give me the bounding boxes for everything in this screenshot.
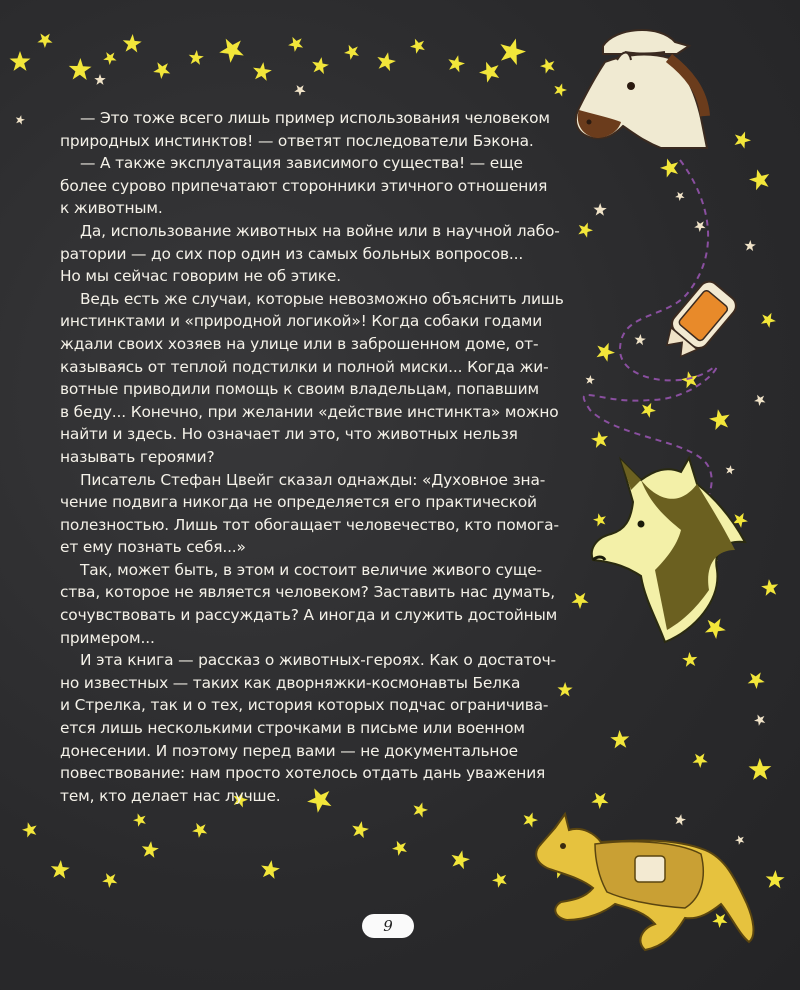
text-line: Но мы сейчас говорим не об этике. xyxy=(60,267,341,286)
text-line: найти и здесь. Но означает ли это, что животных нельзя xyxy=(60,425,518,444)
yellow-star-icon xyxy=(446,53,467,73)
body-text xyxy=(60,107,564,807)
text-line: тем, кто делает нас лучше. xyxy=(60,786,281,805)
yellow-star-icon xyxy=(251,61,272,82)
text-line: ет ему познать себя...» xyxy=(60,538,246,557)
text-line: донесении. И поэтому перед вами — не документальное xyxy=(60,741,518,760)
text-line: ждали своих хозяев на улице или в заброшенном доме, от- xyxy=(60,334,539,353)
yellow-star-icon xyxy=(375,50,397,72)
text-line: ется лишь несколькими строчками в письме или военном xyxy=(60,719,525,738)
text-line: Писатель Стефан Цвейг сказал однажды: «Духовное зна- xyxy=(80,470,546,489)
yellow-star-icon xyxy=(449,848,472,870)
collie-dog-icon xyxy=(585,450,755,650)
yellow-star-icon xyxy=(141,840,160,858)
text-line: примером... xyxy=(60,628,155,647)
pale-star-icon xyxy=(293,82,309,98)
yellow-star-icon xyxy=(765,870,785,889)
yellow-star-icon xyxy=(122,33,142,52)
yellow-star-icon xyxy=(342,41,363,62)
yellow-star-icon xyxy=(20,819,41,840)
rocket-capsule-icon xyxy=(650,268,750,368)
text-line: ратории — до сих пор один из самых больных вопросов... xyxy=(60,244,524,263)
text-line: повествование: нам просто хотелось отдать дань уважения xyxy=(60,764,546,783)
text-line: И эта книга — рассказ о животных-героях. Как о достаточ- xyxy=(80,651,556,670)
yellow-star-icon xyxy=(538,55,559,76)
yellow-star-icon xyxy=(188,49,205,65)
pale-star-icon xyxy=(753,712,769,728)
yellow-star-icon xyxy=(681,650,700,670)
yellow-star-icon xyxy=(390,837,411,858)
text-line: Да, использование животных на войне или в научной лабо- xyxy=(80,221,560,240)
text-line: Ведь есть же случаи, которые невозможно объяснить лишь xyxy=(80,289,564,308)
yellow-star-icon xyxy=(350,820,370,839)
yellow-star-icon xyxy=(745,668,768,691)
yellow-star-icon xyxy=(747,755,775,784)
text-line: природных инстинктов! — ответят последователи Бэкона. xyxy=(60,131,534,150)
yellow-star-icon xyxy=(496,35,529,67)
page-number: 9 xyxy=(383,917,393,935)
yellow-star-icon xyxy=(101,48,119,66)
yellow-star-icon xyxy=(100,869,121,890)
pale-star-icon xyxy=(14,114,25,125)
text-line: в беду... Конечно, при желании «действие инстинкта» можно xyxy=(60,402,559,421)
yellow-star-icon xyxy=(50,859,71,879)
yellow-star-icon xyxy=(760,576,782,598)
yellow-star-icon xyxy=(408,35,429,56)
text-line: чение подвига никогда не определяется его практической xyxy=(60,493,537,512)
yellow-star-icon xyxy=(68,58,92,80)
text-line: называть героями? xyxy=(60,447,215,466)
yellow-star-icon xyxy=(190,819,211,840)
flying-space-dog-icon xyxy=(525,808,760,958)
text-line: — Это тоже всего лишь пример использования человеком xyxy=(80,109,550,127)
yellow-star-icon xyxy=(609,728,633,752)
yellow-star-icon xyxy=(35,29,56,50)
text-line: ства, которое не является человеком? Заставить нас думать, xyxy=(60,583,556,602)
yellow-star-icon xyxy=(216,32,250,66)
yellow-star-icon xyxy=(690,749,711,770)
horse-with-hat-icon xyxy=(565,22,710,152)
yellow-star-icon xyxy=(259,859,281,880)
text-line: более сурово припечатают сторонники этичного отношения xyxy=(60,176,548,195)
text-line: к животным. xyxy=(60,199,163,218)
yellow-star-icon xyxy=(151,58,175,82)
yellow-star-icon xyxy=(286,33,307,54)
yellow-star-icon xyxy=(310,56,330,75)
text-line: сочувствовать и рассуждать? А иногда и служить достойным xyxy=(60,606,558,625)
text-line: — А также эксплуатация зависимого существа! — еще xyxy=(80,154,523,173)
yellow-star-icon xyxy=(10,51,31,71)
yellow-star-icon xyxy=(131,810,149,828)
yellow-star-icon xyxy=(477,57,506,86)
page-number-badge xyxy=(362,914,414,938)
text-line: и Стрелка, так и о тех, история которых подчас ограничива- xyxy=(60,696,549,715)
text-line: инстинктами и «природной логикой»! Когда собаки годами xyxy=(60,312,543,331)
yellow-star-icon xyxy=(490,869,511,890)
text-line: вотные приводили помощь к своим владельцам, попавшим xyxy=(60,380,539,399)
text-line: Так, может быть, в этом и состоит величие живого суще- xyxy=(80,560,542,579)
pale-star-icon xyxy=(94,74,105,85)
text-line: казываясь от теплой подстилки и полной миски... Когда жи- xyxy=(60,357,549,376)
text-line: но известных — таких как дворняжки-космонавты Белка xyxy=(60,673,521,692)
text-line: полезностью. Лишь тот обогащает человечество, кто помога- xyxy=(60,515,559,534)
